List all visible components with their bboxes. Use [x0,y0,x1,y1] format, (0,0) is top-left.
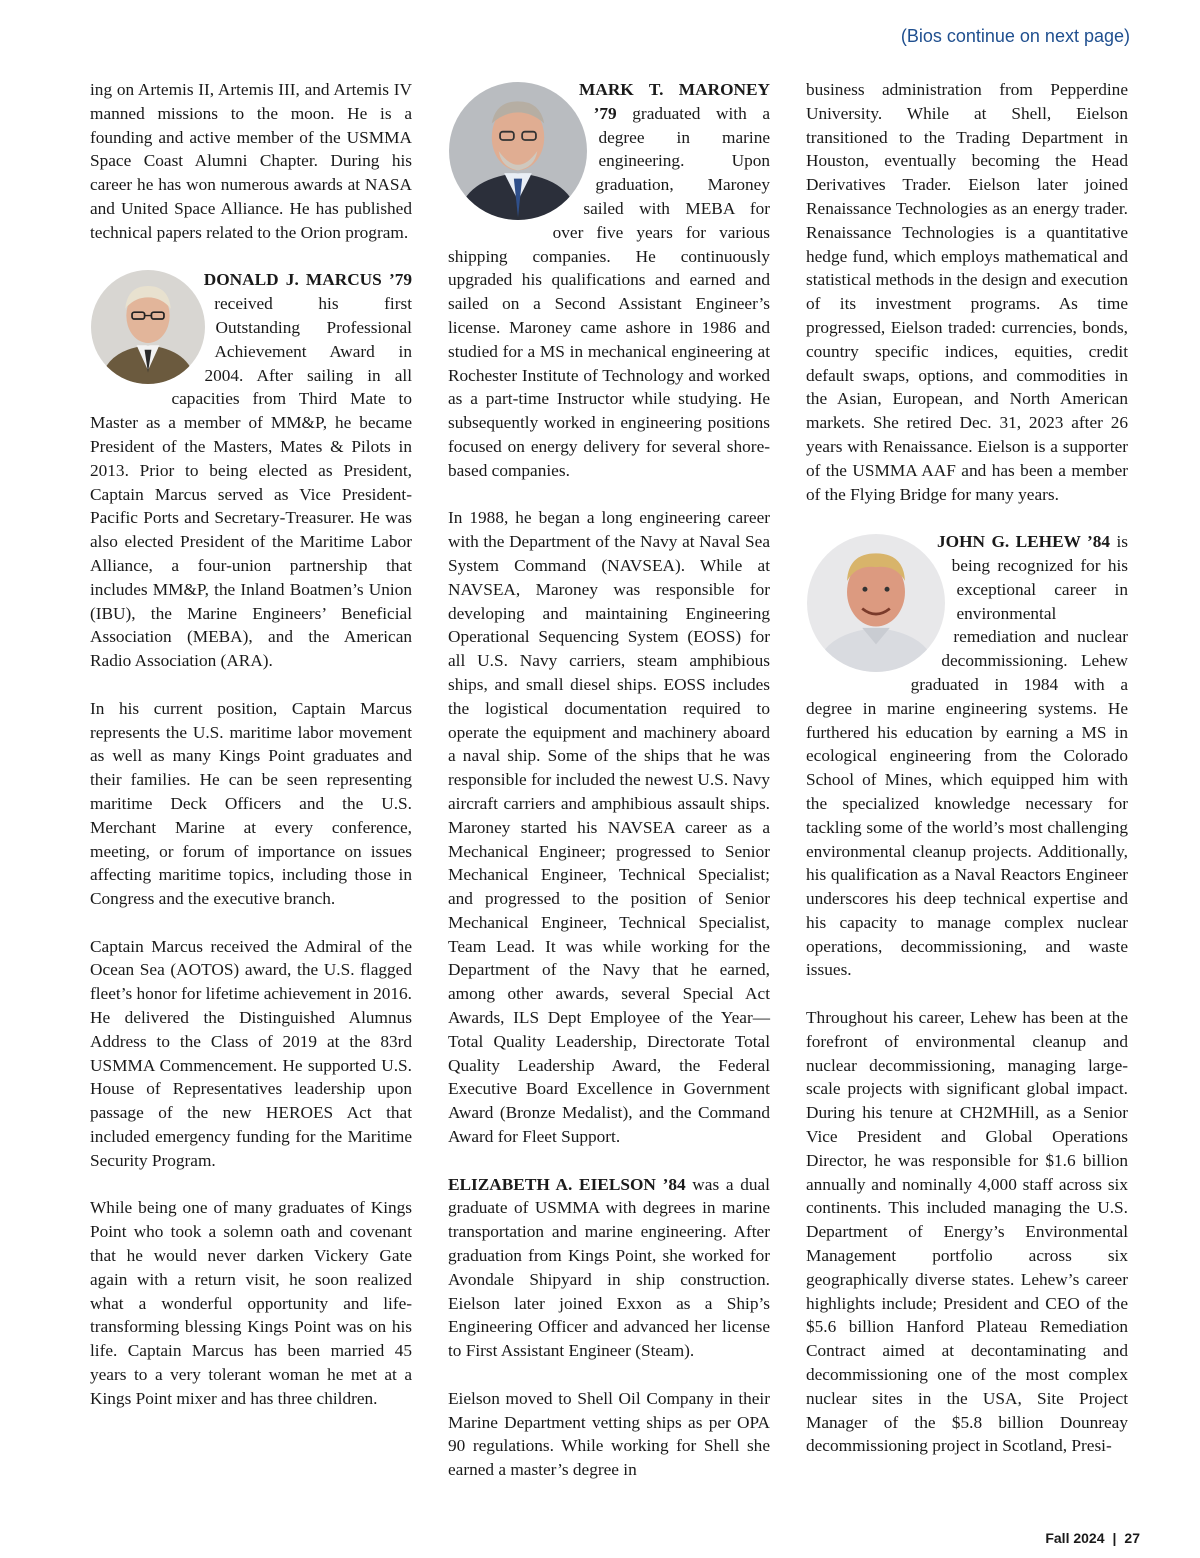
page-footer [1045,1530,1140,1546]
maroney-portrait-image [449,82,587,220]
bios-continue-note: (Bios continue on next page) [900,26,1130,46]
column-3 [806,78,1128,1458]
lehew-portrait-image [807,534,945,672]
marcus-name: DONALD J. MARCUS ’79 [203,270,412,290]
maroney-bio-text: graduated with a degree in marine engineering. Upon graduation, Maroney sailed with MEBA for over five years for various shipping companies. He continuously upgraded his qualifications and earned and sailed on a Second Assistant Engineer’s license. Maroney came ashore in 1986 and studied for a MS in mechanical engineering at Rochester Institute of Technology and worked as a part-time Instructor while studying. He subsequently worked in engineering positions focused on energy delivery for several shore-based companies. [448,103,770,480]
paragraph: Eielson moved to Shell Oil Company in their Marine Department vetting ships as per OPA 90 regulations. While working for Shell she earned a master’s degree in [448,1388,770,1480]
spacer [90,268,91,316]
paragraph: ing on Artemis II, Artemis III, and Artemis IV manned missions to the moon. He is a founding and active member of the USMMA Space Coast Alumni Chapter. During his career he has won numerous awards at NASA and United Space Alliance. He has published technical papers related to the Orion program. [90,80,412,242]
eielson-bio-text: was a dual graduate of USMMA with degrees in marine transportation and marine engineering. After graduation from Kings Point, she worked for Avondale Shipyard in ship construction. Eielson later joined Exxon as a Ship’s Engineering Officer and advanced her license to First Assistant Engineer (Steam). [448,1174,770,1361]
marcus-portrait [91,270,205,384]
paragraph: While being one of many graduates of Kings Point who took a solemn oath and covenant that he would never darken Vickery Gate again with a return visit, he soon realized what a wonderful opportunity and life-transforming blessing Kings Point was on his life. Captain Marcus has been married 45 years to a very tolerant woman he met at a Kings Point mixer and has three children. [90,1198,412,1408]
marcus-portrait-image [91,270,205,384]
column-1 [90,78,412,1411]
paragraph: In his current position, Captain Marcus represents the U.S. maritime labor movement as well as many Kings Point graduates and their families. He can be seen representing maritime Deck Officers and the U.S. Merchant Marine at every conference, meeting, or forum of importance on issues affecting maritime topics, including those in Congress and the executive branch. [90,698,412,909]
eielson-name: ELIZABETH A. EIELSON ’84 [448,1174,686,1194]
issue-label: Fall 2024 [1045,1530,1105,1546]
maroney-name: MARK T. MARONEY ’79 [579,80,770,123]
lehew-portrait [807,534,945,672]
page-number: 27 [1124,1530,1140,1546]
lehew-name: JOHN G. LEHEW ’84 [937,532,1111,552]
maroney-portrait [449,82,587,220]
paragraph: Captain Marcus received the Admiral of the Ocean Sea (AOTOS) award, the U.S. flagged fleet’s honor for lifetime achievement in 2016. He delivered the Distinguished Alumnus Address to the Class of 2019 at the 83rd USMMA Commencement. He supported U.S. House of Representatives leadership upon passage of the new HEROES Act that included emergency funding for the Maritime Security Program. [90,936,412,1170]
paragraph: business administration from Pepperdine University. While at Shell, Eielson transitioned to the Trading Department in Houston, eventually becoming the Head Derivatives Trader. Eielson later joined Renaissance Technologies as an energy trader. Renaissance Technologies is a quantitative hedge fund, which employs mathematical and statistical methods in the design and execution of its investment programs. As time progressed, Eielson traded: currencies, bonds, country specific indices, equities, credit default swaps, options, and commodities in the Asian, European, and North American markets. She retired Dec. 31, 2023 after 26 years with Renaissance. Eielson is a supporter of the USMMA AAF and has been a member of the Flying Bridge for many years. [806,80,1128,504]
marcus-bio-intro [90,268,412,673]
spacer [806,530,807,578]
maroney-bio-intro [448,78,770,483]
footer-separator: | [1112,1530,1117,1546]
paragraph: In 1988, he began a long engineering career with the Department of the Navy at Naval Sea System Command (NAVSEA). While at NAVSEA, Maroney was responsible for developing and maintaining Engineering Operational Sequencing System (EOSS) for all U.S. Navy carriers, steam amphibious ships, and small diesel ships. EOSS includes the logistical documentation required to operate the equipment and machinery aboard a naval ship. Some of the ships that he was responsible for included the newest U.S. Navy aircraft carriers and amphibious assault ships. Maroney started his NAVSEA career as a Mechanical Engineer; progressed to Senior Mechanical Engineer, Technical Specialist; and progressed to the position of Senior Mechanical Engineer, Technical Specialist, Team Lead. It was while working for the Department of the Navy that he earned, among other awards, several Special Act Awards, ILS Dept Employee of the Year—Total Quality Leadership, Directorate Total Quality Leadership Award, the Federal Executive Board Excellence in Government Award (Bronze Medalist), and the Command Award for Fleet Support. [448,508,770,1147]
paragraph: Throughout his career, Lehew has been at the forefront of environmental cleanup and nuclear decommissioning, managing large-scale projects with significant global impact. During his tenure at CH2MHill, as a Senior Vice President and Global Operations Director, he was responsible for $1.6 billion annually and nominally 4,000 staff across six continents. This included managing the U.S. Department of Energy’s Environmental Management portfolio across six geographically diverse states. Lehew’s career highlights include; President and CEO of the $5.6 billion Hanford Plateau Remediation Contract aimed at decontaminating and decommissioning one of the most complex nuclear sites in the USA, Site Project Manager of the $5.8 billion Dounreay decommissioning project in Scotland, Presi- [806,1008,1128,1456]
lehew-bio-text: is being recognized for his exceptional career in environmental remediation and nuclear decommissioning. Lehew graduated in 1984 with a degree in marine engineering systems. He furthered his education by earning a MS in ecological engineering from the Colorado School of Mines, which equipped him with the specialized knowledge necessary for tackling some of the world’s most challenging environmental cleanup projects. Additionally, his qualification as a Naval Reactors Engineer underscores his deep technical expertise and his capacity to manage complex nuclear operations, decommissioning, and waste issues. [806,532,1128,980]
spacer [448,78,449,102]
marcus-bio-text: received his first Outstanding Professional Achievement Award in 2004. After sailing in all capacities from Third Mate to Master as a member of MM&P, he became President of the Masters, Mates & Pilots in 2013. Prior to being elected as President, Captain Marcus served as Vice President-Pacific Ports and Secretary-Treasurer. He was also elected President of the Maritime Labor Alliance, a four-union partnership that includes MM&P, the Inland Boatmen’s Union (IBU), the Marine Engineers’ Beneficial Association (MEBA), and the American Radio Association (ARA). [90,294,412,671]
lehew-bio-intro [806,530,1128,982]
eielson-bio-intro [448,1173,770,1363]
column-2 [448,78,770,1482]
